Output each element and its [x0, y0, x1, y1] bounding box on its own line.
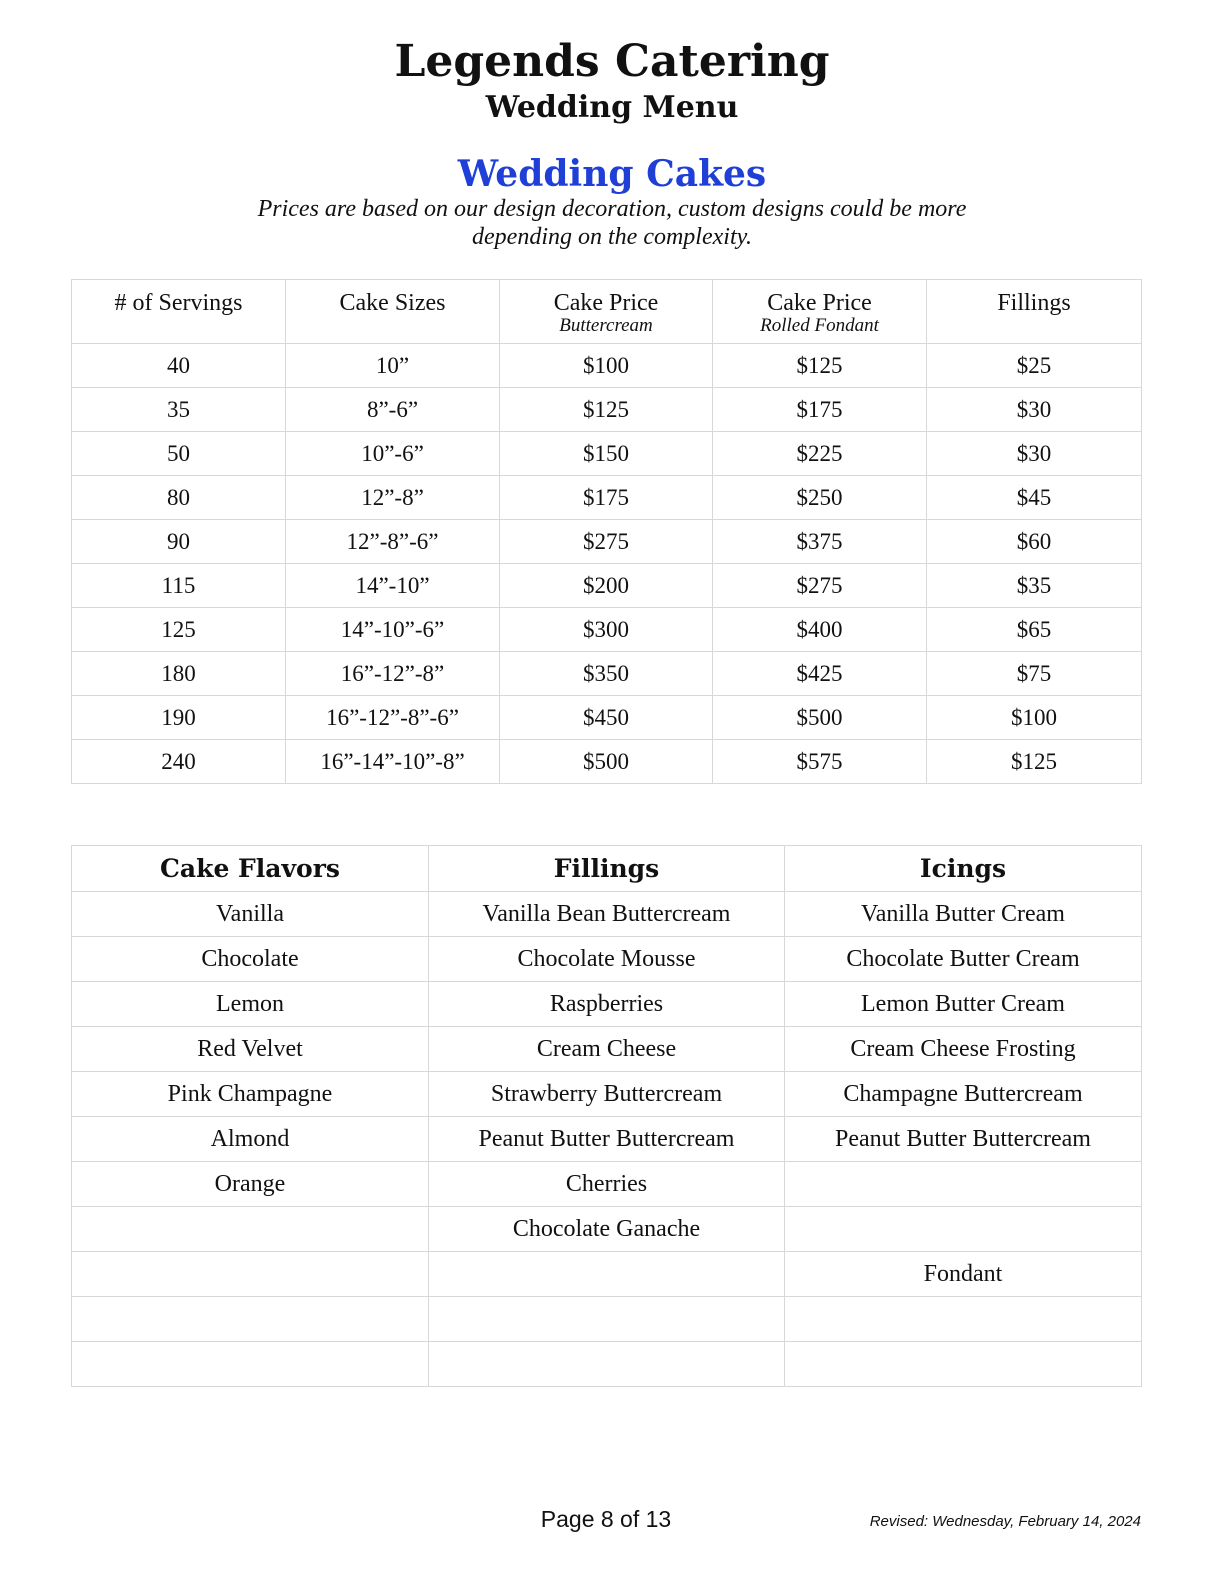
header-cake-sizes: [286, 280, 500, 344]
buttercream-price-cell: $200: [500, 564, 713, 608]
servings-cell: 240: [72, 740, 286, 784]
cake-size-cell: 10”-6”: [286, 432, 500, 476]
buttercream-price-cell: $125: [500, 388, 713, 432]
fondant-price-cell: $275: [713, 564, 927, 608]
price-table-row: [72, 432, 1142, 476]
cake-flavor-cell: Chocolate: [72, 937, 429, 982]
filling-price-cell: $30: [927, 388, 1142, 432]
filling-cell: Chocolate Mousse: [429, 937, 785, 982]
header-servings: [72, 280, 286, 344]
servings-cell: 80: [72, 476, 286, 520]
flavors-table-row: [72, 1207, 1142, 1252]
flavors-table-row: [72, 982, 1142, 1027]
buttercream-price-cell: $350: [500, 652, 713, 696]
flavors-table-row: [72, 1297, 1142, 1342]
flavors-table-row: [72, 1342, 1142, 1387]
cake-size-cell: 16”-12”-8”-6”: [286, 696, 500, 740]
filling-price-cell: $100: [927, 696, 1142, 740]
price-table-row: [72, 344, 1142, 388]
fondant-price-cell: $250: [713, 476, 927, 520]
header-price-buttercream: [500, 280, 713, 344]
header-icings: Icings: [785, 846, 1142, 892]
buttercream-price-cell: $275: [500, 520, 713, 564]
filling-cell: Vanilla Bean Buttercream: [429, 892, 785, 937]
cake-flavor-cell: Lemon: [72, 982, 429, 1027]
price-table-row: [72, 652, 1142, 696]
flavors-table-row: [72, 892, 1142, 937]
price-table-row: [72, 564, 1142, 608]
icing-cell: Cream Cheese Frosting: [785, 1027, 1142, 1072]
filling-cell: [429, 1297, 785, 1342]
page-number: Page 8 of 13: [540, 1506, 672, 1532]
price-table-row: [72, 476, 1142, 520]
cake-size-cell: 16”-12”-8”: [286, 652, 500, 696]
cake-flavor-cell: [72, 1297, 429, 1342]
cake-flavor-cell: Red Velvet: [72, 1027, 429, 1072]
filling-cell: Peanut Butter Buttercream: [429, 1117, 785, 1162]
flavors-table-row: [72, 1117, 1142, 1162]
fondant-price-cell: $400: [713, 608, 927, 652]
servings-cell: 90: [72, 520, 286, 564]
filling-price-cell: $25: [927, 344, 1142, 388]
servings-cell: 180: [72, 652, 286, 696]
header-fillings: Fillings: [429, 846, 785, 892]
fondant-price-cell: $575: [713, 740, 927, 784]
servings-cell: 125: [72, 608, 286, 652]
filling-cell: Cherries: [429, 1162, 785, 1207]
price-table-row: [72, 696, 1142, 740]
fondant-price-cell: $500: [713, 696, 927, 740]
header-price-fondant: [713, 280, 927, 344]
cake-price-table: [71, 279, 1142, 784]
header-sublabel: Buttercream: [559, 315, 653, 336]
fondant-price-cell: $175: [713, 388, 927, 432]
flavors-table-row: [72, 1162, 1142, 1207]
icing-cell: Vanilla Butter Cream: [785, 892, 1142, 937]
filling-cell: [429, 1252, 785, 1297]
price-table-row: [72, 608, 1142, 652]
header-label: Fillings: [997, 290, 1071, 316]
filling-cell: Chocolate Ganache: [429, 1207, 785, 1252]
buttercream-price-cell: $150: [500, 432, 713, 476]
buttercream-price-cell: $100: [500, 344, 713, 388]
icing-cell: [785, 1207, 1142, 1252]
cake-size-cell: 16”-14”-10”-8”: [286, 740, 500, 784]
servings-cell: 35: [72, 388, 286, 432]
price-table-header-row: [72, 280, 1142, 344]
revised-date: Revised: Wednesday, February 14, 2024: [869, 1513, 1141, 1530]
header-label: Cake Sizes: [339, 290, 446, 316]
filling-price-cell: $35: [927, 564, 1142, 608]
flavors-table-row: [72, 937, 1142, 982]
cake-flavor-cell: [72, 1252, 429, 1297]
header-label: Cake Price: [767, 290, 872, 316]
price-table-row: [72, 388, 1142, 432]
flavors-table-row: [72, 1072, 1142, 1117]
icing-cell: [785, 1342, 1142, 1387]
icing-cell: Chocolate Butter Cream: [785, 937, 1142, 982]
flavors-table-row: [72, 1027, 1142, 1072]
header-cake-flavors: Cake Flavors: [72, 846, 429, 892]
filling-cell: Strawberry Buttercream: [429, 1072, 785, 1117]
cake-flavor-cell: Almond: [72, 1117, 429, 1162]
buttercream-price-cell: $450: [500, 696, 713, 740]
page-subtitle: Wedding Menu: [485, 90, 739, 125]
buttercream-price-cell: $500: [500, 740, 713, 784]
price-table-row: [72, 740, 1142, 784]
icing-cell: Peanut Butter Buttercream: [785, 1117, 1142, 1162]
filling-cell: [429, 1342, 785, 1387]
buttercream-price-cell: $175: [500, 476, 713, 520]
icing-cell: Lemon Butter Cream: [785, 982, 1142, 1027]
cake-size-cell: 12”-8”: [286, 476, 500, 520]
filling-price-cell: $125: [927, 740, 1142, 784]
filling-cell: Cream Cheese: [429, 1027, 785, 1072]
cake-flavor-cell: Vanilla: [72, 892, 429, 937]
icing-cell: Champagne Buttercream: [785, 1072, 1142, 1117]
servings-cell: 50: [72, 432, 286, 476]
icing-cell: [785, 1162, 1142, 1207]
header-sublabel: Rolled Fondant: [760, 315, 879, 336]
header-label: Cake Price: [553, 290, 659, 316]
filling-price-cell: $45: [927, 476, 1142, 520]
header-fillings: [927, 280, 1142, 344]
cake-size-cell: 14”-10”-6”: [286, 608, 500, 652]
section-title: Wedding Cakes: [457, 153, 767, 195]
cake-size-cell: 10”: [286, 344, 500, 388]
page-title: Legends Catering: [394, 36, 830, 87]
header-label: # of Servings: [114, 290, 243, 316]
cake-flavor-cell: Orange: [72, 1162, 429, 1207]
servings-cell: 40: [72, 344, 286, 388]
cake-flavor-cell: [72, 1342, 429, 1387]
fondant-price-cell: $225: [713, 432, 927, 476]
filling-cell: Raspberries: [429, 982, 785, 1027]
cake-size-cell: 14”-10”: [286, 564, 500, 608]
flavors-table-header-row: [72, 846, 1142, 892]
filling-price-cell: $30: [927, 432, 1142, 476]
filling-price-cell: $60: [927, 520, 1142, 564]
fondant-price-cell: $125: [713, 344, 927, 388]
flavors-table-row: [72, 1252, 1142, 1297]
pricing-note: Prices are based on our design decoration, custom designs could be more depending on the complexity.: [257, 196, 967, 250]
cake-flavor-cell: Pink Champagne: [72, 1072, 429, 1117]
fondant-price-cell: $375: [713, 520, 927, 564]
icing-cell: [785, 1297, 1142, 1342]
cake-size-cell: 12”-8”-6”: [286, 520, 500, 564]
filling-price-cell: $75: [927, 652, 1142, 696]
cake-flavor-cell: [72, 1207, 429, 1252]
flavors-table: [71, 845, 1142, 1387]
filling-price-cell: $65: [927, 608, 1142, 652]
buttercream-price-cell: $300: [500, 608, 713, 652]
servings-cell: 115: [72, 564, 286, 608]
icing-cell: Fondant: [785, 1252, 1142, 1297]
servings-cell: 190: [72, 696, 286, 740]
fondant-price-cell: $425: [713, 652, 927, 696]
cake-size-cell: 8”-6”: [286, 388, 500, 432]
price-table-row: [72, 520, 1142, 564]
